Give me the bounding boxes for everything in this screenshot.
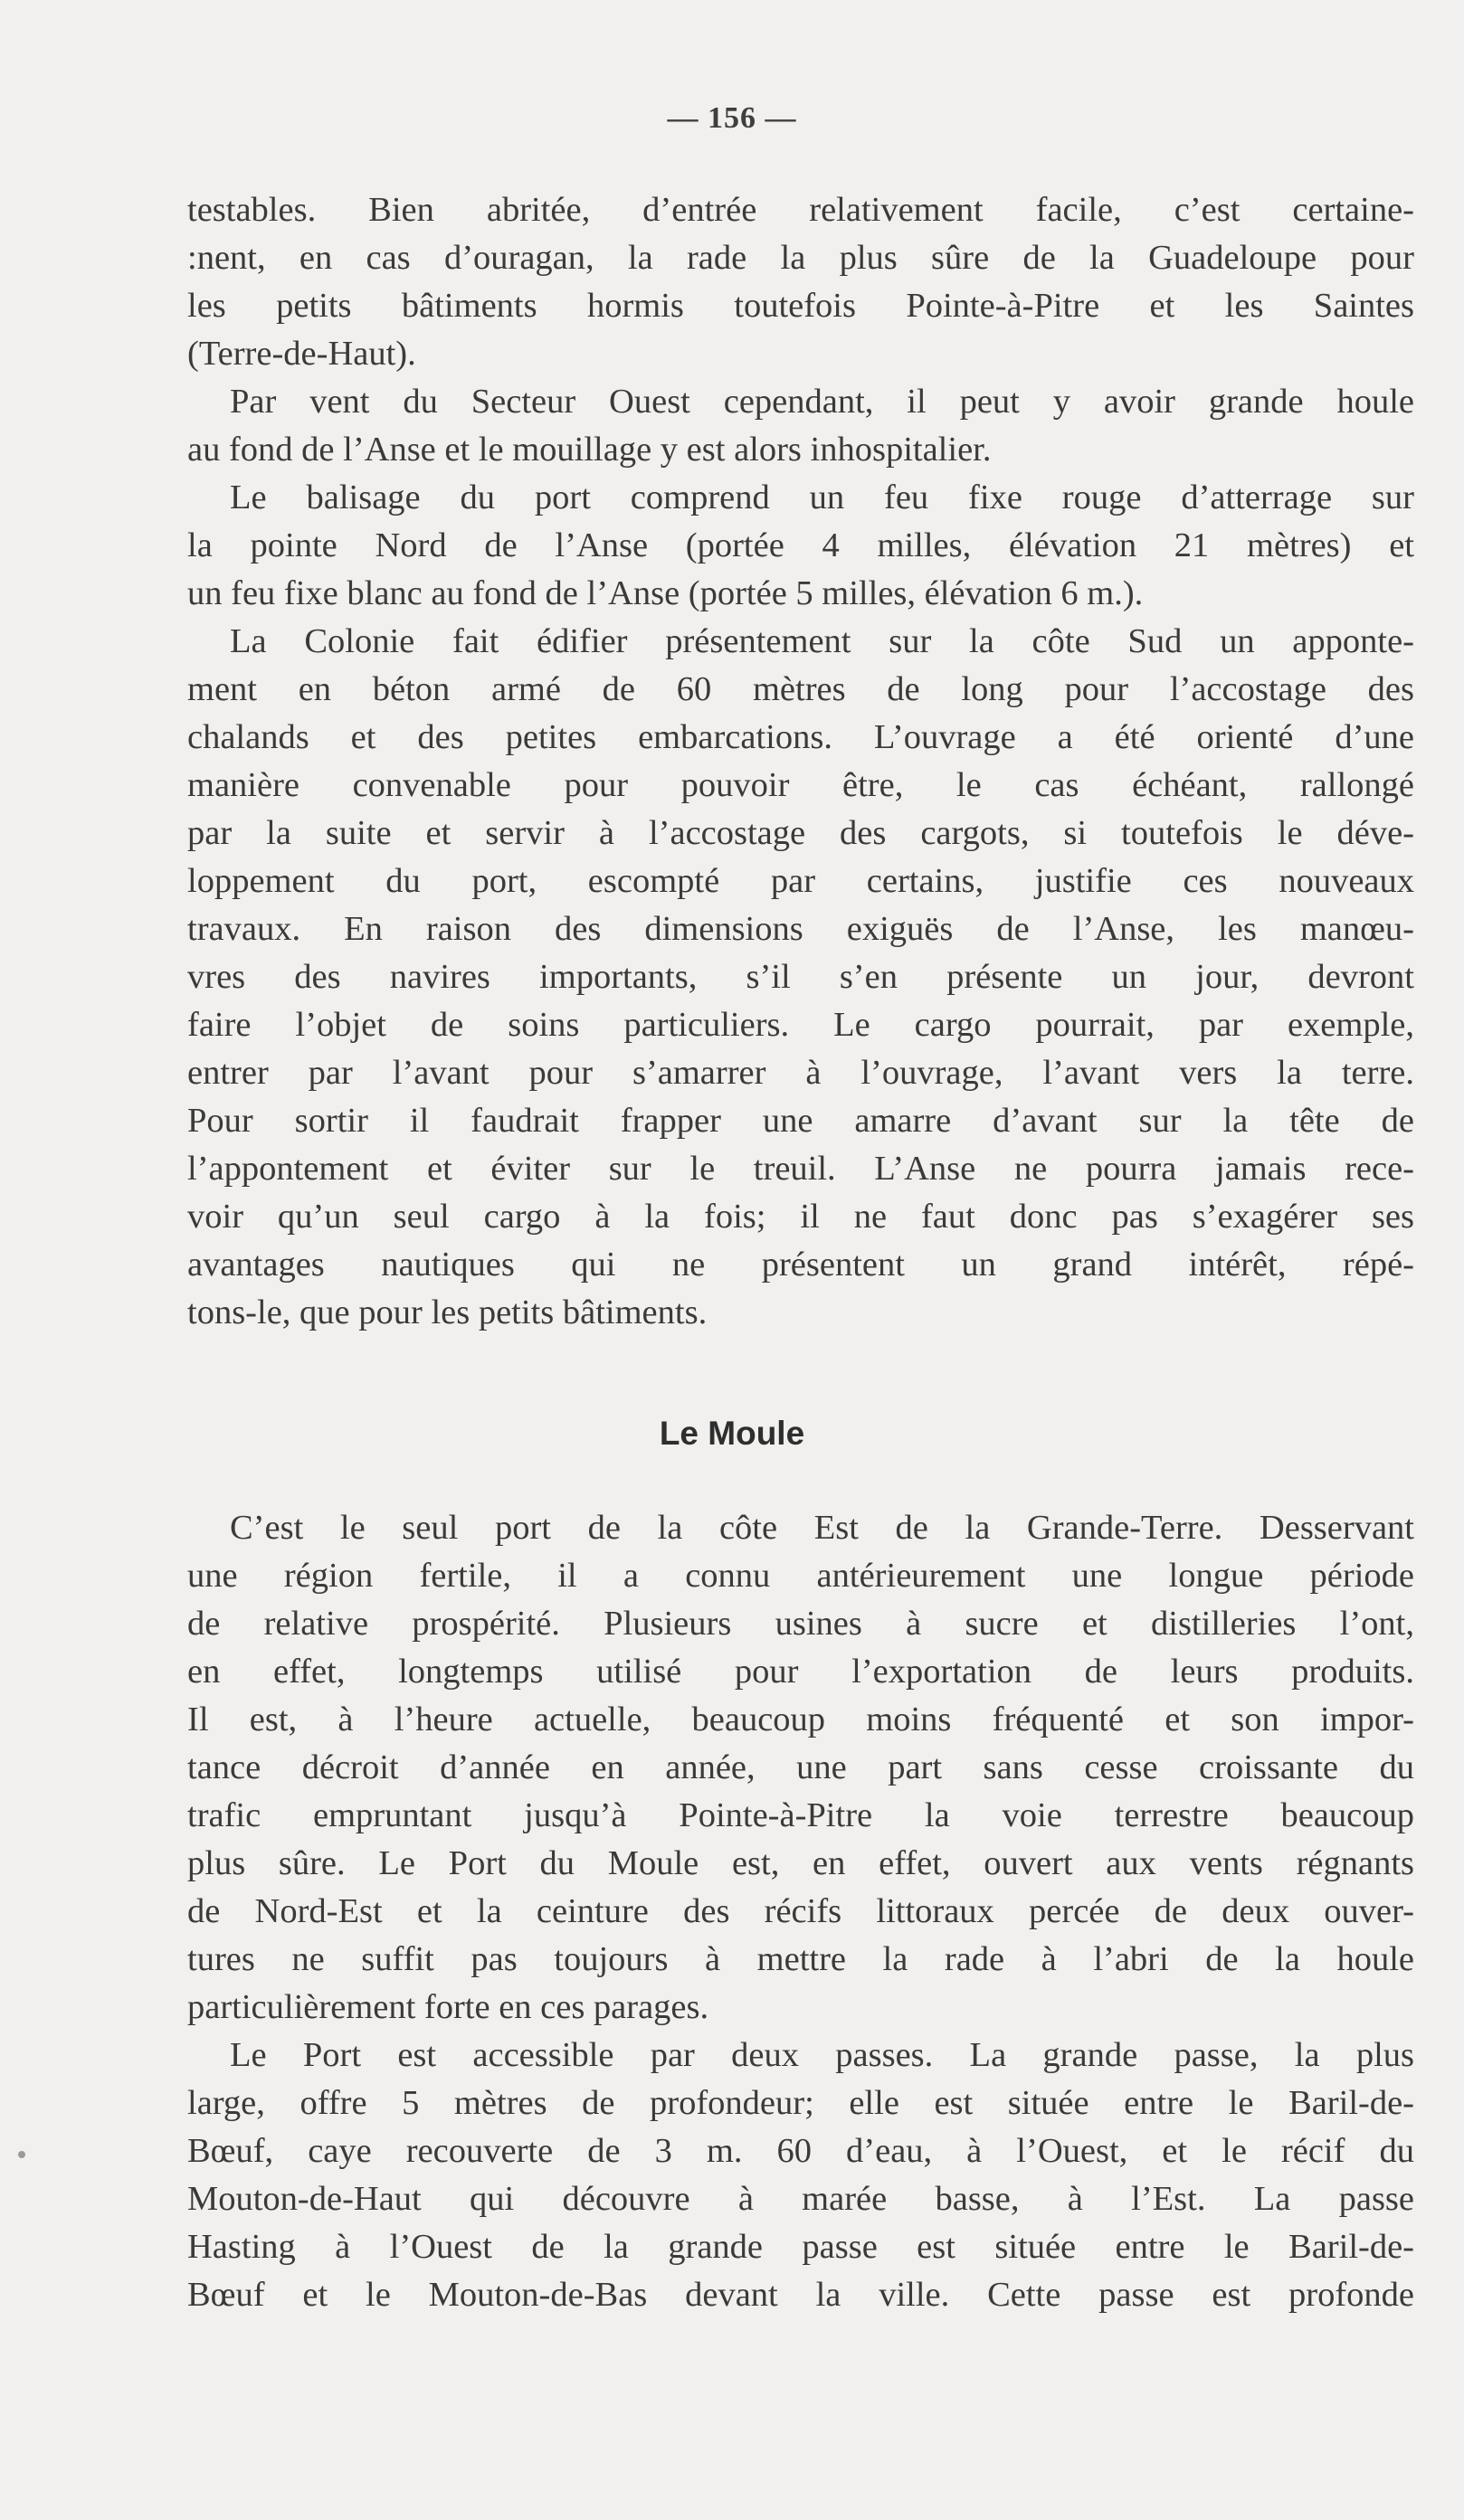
text-line: particulièrement forte en ces parages. — [187, 1988, 709, 2026]
text-line: large, offre 5 mètres de profondeur; elle est située entre le Baril-de- — [187, 2084, 1414, 2122]
section-heading: Le Moule — [659, 1415, 805, 1452]
text-line: avantages nautiques qui ne présentent un grand intérêt, répé- — [187, 1246, 1414, 1284]
text-line: l’appontement et éviter sur le treuil. L’Anse ne pourra jamais rece- — [187, 1150, 1414, 1188]
text-line: entrer par l’avant pour s’amarrer à l’ouvrage, l’avant vers la terre. — [187, 1054, 1414, 1092]
text-line: plus sûre. Le Port du Moule est, en effet, ouvert aux vents régnants — [187, 1844, 1414, 1882]
text-line: :nent, en cas d’ouragan, la rade la plus sûre de la Guadeloupe pour — [187, 239, 1414, 277]
text-line: la pointe Nord de l’Anse (portée 4 milles, élévation 21 mètres) et — [187, 526, 1414, 564]
text-line: La Colonie fait édifier présentement sur la côte Sud un apponte- — [230, 622, 1414, 660]
text-line: vres des navires importants, s’il s’en présente un jour, devront — [187, 958, 1414, 996]
text-line: trafic empruntant jusqu’à Pointe-à-Pitre la voie terrestre beaucoup — [187, 1796, 1414, 1834]
text-line: une région fertile, il a connu antérieurement une longue période — [187, 1557, 1414, 1595]
text-line: Par vent du Secteur Ouest cependant, il peut y avoir grande houle — [230, 383, 1414, 421]
text-line: au fond de l’Anse et le mouillage y est alors inhospitalier. — [187, 431, 992, 469]
text-line: Bœuf et le Mouton-de-Bas devant la ville. Cette passe est profonde — [187, 2276, 1414, 2314]
section-one-text — [187, 186, 1414, 1337]
text-line: ment en béton armé de 60 mètres de long pour l’accostage des — [187, 670, 1414, 708]
text-line: tures ne suffit pas toujours à mettre la rade à l’abri de la houle — [187, 1940, 1414, 1978]
text-line: Pour sortir il faudrait frapper une amarre d’avant sur la tête de — [187, 1102, 1414, 1140]
text-line: Le Port est accessible par deux passes. La grande passe, la plus — [230, 2036, 1414, 2074]
text-line: Mouton-de-Haut qui découvre à marée basse, à l’Est. La passe — [187, 2180, 1414, 2218]
text-line: loppement du port, escompté par certains, justifie ces nouveaux — [187, 862, 1414, 900]
text-line: C’est le seul port de la côte Est de la Grande-Terre. Desservant — [230, 1509, 1414, 1547]
section-two-text — [187, 1504, 1414, 2319]
text-line: Hasting à l’Ouest de la grande passe est située entre le Baril-de- — [187, 2228, 1414, 2266]
text-line: faire l’objet de soins particuliers. Le cargo pourrait, par exemple, — [187, 1006, 1414, 1044]
text-line: manière convenable pour pouvoir être, le cas échéant, rallongé — [187, 766, 1414, 804]
text-line: Bœuf, caye recouverte de 3 m. 60 d’eau, à l’Ouest, et le récif du — [187, 2132, 1414, 2170]
text-line: un feu fixe blanc au fond de l’Anse (portée 5 milles, élévation 6 m.). — [187, 574, 1144, 612]
page-number: — 156 — — [667, 101, 797, 135]
text-line: de Nord-Est et la ceinture des récifs littoraux percée de deux ouver- — [187, 1892, 1414, 1930]
scan-speck — [18, 2151, 25, 2158]
text-line: de relative prospérité. Plusieurs usines à sucre et distilleries l’ont, — [187, 1605, 1414, 1643]
text-line: Le balisage du port comprend un feu fixe rouge d’atterrage sur — [230, 478, 1414, 516]
text-line: les petits bâtiments hormis toutefois Pointe-à-Pitre et les Saintes — [187, 287, 1414, 325]
text-line: Il est, à l’heure actuelle, beaucoup moins fréquenté et son impor- — [187, 1701, 1414, 1738]
text-line: par la suite et servir à l’accostage des cargots, si toutefois le déve- — [187, 814, 1414, 852]
text-line: tance décroit d’année en année, une part sans cesse croissante du — [187, 1748, 1414, 1786]
text-line: travaux. En raison des dimensions exiguës de l’Anse, les manœu- — [187, 910, 1414, 948]
text-line: voir qu’un seul cargo à la fois; il ne faut donc pas s’exagérer ses — [187, 1198, 1414, 1236]
text-line: tons-le, que pour les petits bâtiments. — [187, 1293, 708, 1331]
text-line: (Terre-de-Haut). — [187, 335, 416, 373]
text-line: testables. Bien abritée, d’entrée relativement facile, c’est certaine- — [187, 191, 1414, 229]
text-line: chalands et des petites embarcations. L’ouvrage a été orienté d’une — [187, 718, 1414, 756]
text-line: en effet, longtemps utilisé pour l’exportation de leurs produits. — [187, 1653, 1414, 1691]
